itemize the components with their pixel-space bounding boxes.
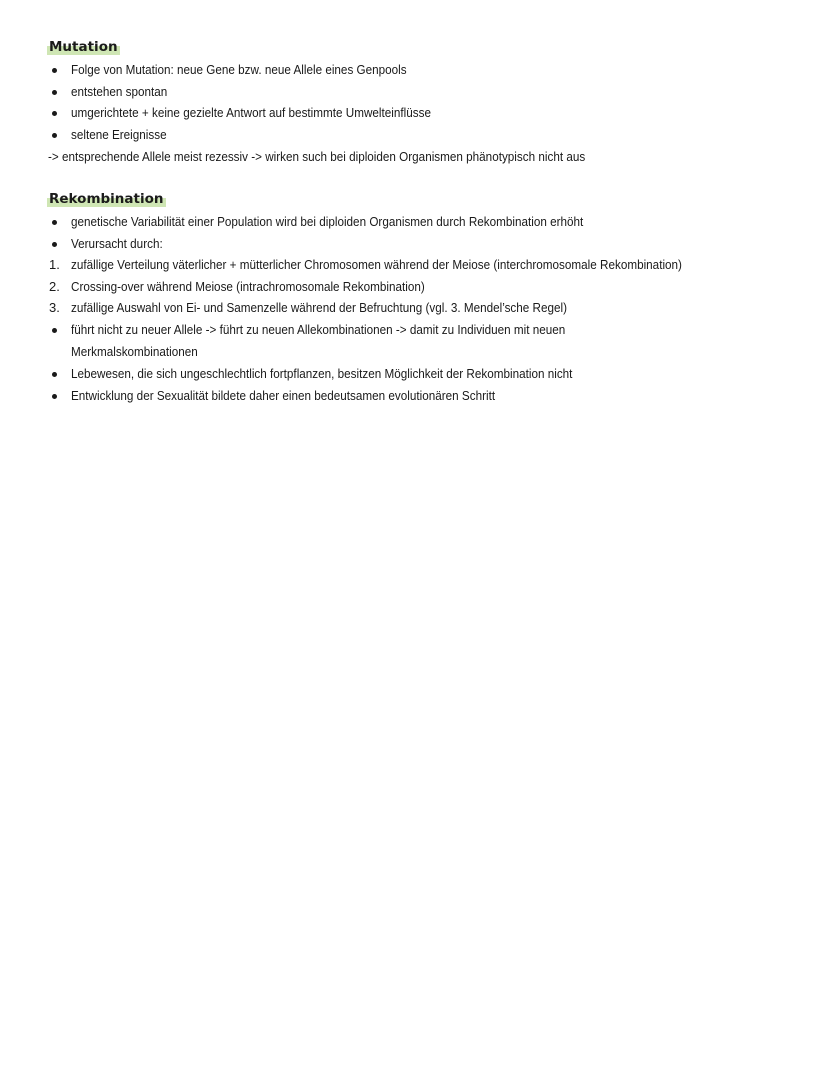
list-number: 2. — [49, 279, 60, 294]
bullet-icon — [52, 68, 57, 73]
rekombination-bullet-4: Lebewesen, die sich ungeschlechtlich fortpflanzen, besitzen Möglichkeit der Rekombination nicht — [71, 366, 573, 381]
rekombination-bullet-2: Verursacht durch: — [71, 236, 163, 251]
mutation-bullet-1: Folge von Mutation: neue Gene bzw. neue Allele eines Genpools — [71, 62, 407, 77]
list-number: 1. — [49, 257, 60, 272]
bullet-icon — [52, 328, 57, 333]
bullet-icon — [52, 133, 57, 138]
rekombination-numbered-2: Crossing-over während Meiose (intrachromosomale Rekombination) — [71, 279, 425, 294]
rekombination-numbered-3: zufällige Auswahl von Ei- und Samenzelle während der Befruchtung (vgl. 3. Mendel’sche Regel) — [71, 300, 568, 315]
bullet-icon — [52, 220, 57, 225]
mutation-heading: Mutation — [49, 39, 118, 55]
rekombination-bullet-3-line-1: führt nicht zu neuer Allele -> führt zu neuen Allekombinationen -> damit zu Individuen mit neuen — [71, 322, 566, 337]
bullet-icon — [52, 394, 57, 399]
bullet-icon — [52, 111, 57, 116]
rekombination-bullet-3-line-2: Merkmalskombinationen — [71, 344, 198, 359]
mutation-note: -> entsprechende Allele meist rezessiv -> wirken such bei diploiden Organismen phänotypisch nicht aus — [48, 149, 586, 164]
mutation-bullet-3: umgerichtete + keine gezielte Antwort auf bestimmte Umwelteinflüsse — [71, 105, 431, 120]
rekombination-heading: Rekombination — [49, 191, 164, 207]
bullet-icon — [52, 242, 57, 247]
rekombination-bullet-5: Entwicklung der Sexualität bildete daher einen bedeutsamen evolutionären Schritt — [71, 388, 496, 403]
mutation-bullet-4: seltene Ereignisse — [71, 127, 167, 142]
list-number: 3. — [49, 300, 60, 315]
rekombination-bullet-1: genetische Variabilität einer Population wird bei diploiden Organismen durch Rekombination erhöht — [71, 214, 584, 229]
bullet-icon — [52, 372, 57, 377]
mutation-bullet-2: entstehen spontan — [71, 84, 168, 99]
rekombination-numbered-1: zufällige Verteilung väterlicher + mütterlicher Chromosomen während der Meiose (interchromosomale Rekombination) — [71, 257, 682, 272]
bullet-icon — [52, 90, 57, 95]
